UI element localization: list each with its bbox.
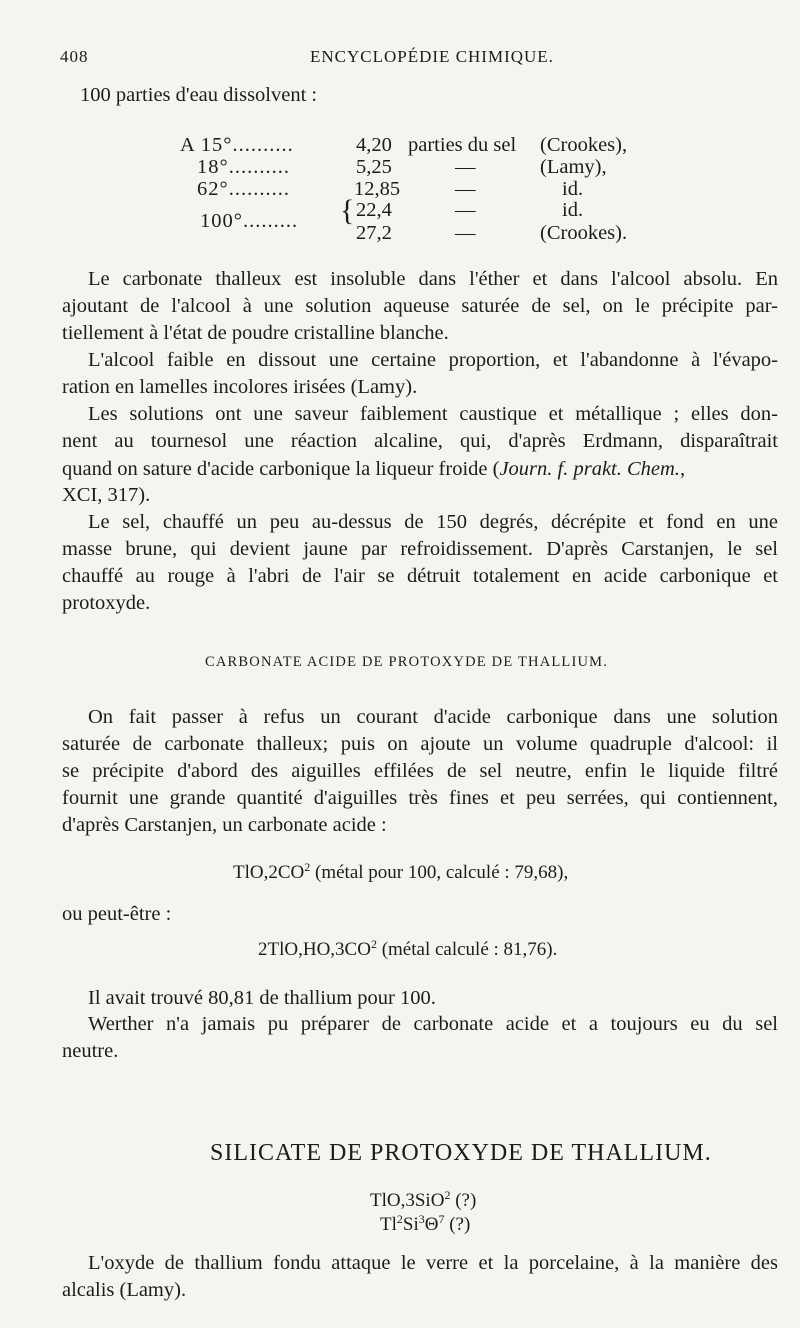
source-cell: id. — [562, 199, 584, 221]
text-fragment: quand on sature d'acide carbonique la liqueur froide ( — [62, 458, 500, 480]
text-line: fournit une grande quantité d'aiguilles très fines et peu serrées, qui contiennent, — [62, 787, 778, 809]
text-line: nent au tournesol une réaction alcaline, qui, d'après Erdmann, disparaîtrait — [62, 430, 778, 452]
unit-cell: — — [455, 178, 476, 200]
text-line: alcalis (Lamy). — [62, 1279, 187, 1301]
source-cell: id. — [562, 178, 584, 200]
text-line: d'après Carstanjen, un carbonate acide : — [62, 814, 387, 836]
formula-part: 2TlO,HO,3CO — [258, 939, 371, 960]
superscript: 3 — [418, 1212, 425, 1226]
temperature-cell: A 15°.......... — [180, 134, 294, 156]
text-line — [62, 457, 685, 482]
text-line: neutre. — [62, 1040, 119, 1062]
superscript: 2 — [304, 860, 311, 874]
formula-part: Si — [402, 1214, 419, 1235]
superscript: 2 — [396, 1212, 403, 1226]
value-cell: 12,85 — [354, 178, 401, 200]
text-line: L'alcool faible en dissout une certaine proportion, et l'abandonne à l'évapo- — [88, 349, 778, 371]
formula-part: (?) — [450, 1190, 477, 1211]
text-line: Le sel, chauffé un peu au-dessus de 150 degrés, décrépite et fond en une — [88, 511, 778, 533]
text-line: Les solutions ont une saveur faiblement caustique et métallique ; elles don- — [88, 403, 778, 425]
journal-citation: Journ. f. prakt. Chem. — [499, 458, 680, 480]
temperature-cell: 62°.......... — [197, 178, 290, 200]
text-line: masse brune, qui devient jaune par refroidissement. D'après Carstanjen, le sel — [62, 538, 778, 560]
value-cell: 27,2 — [356, 222, 392, 244]
text-line: Le carbonate thalleux est insoluble dans l'éther et dans l'alcool absolu. En — [88, 268, 778, 290]
text-line: XCI, 317). — [62, 484, 151, 506]
page-number: 408 — [60, 47, 89, 66]
temperature-cell: 18°.......... — [197, 156, 290, 178]
left-brace-glyph: { — [340, 194, 355, 227]
text-fragment: , — [679, 458, 686, 480]
text-line: Il avait trouvé 80,81 de thallium pour 100. — [88, 987, 436, 1009]
text-line: On fait passer à refus un courant d'acide carbonique dans une solution — [88, 706, 778, 728]
text-line: se précipite d'abord des aiguilles effilées de sel neutre, enfin le liquide filtré — [62, 760, 778, 782]
chemical-formula — [233, 860, 568, 885]
value-cell: 4,20 — [356, 134, 392, 156]
value-cell: 5,25 — [356, 156, 392, 178]
text-line: tiellement à l'état de poudre cristalline blanche. — [62, 322, 449, 344]
source-cell: (Lamy), — [540, 156, 607, 178]
section-heading: SILICATE DE PROTOXYDE DE THALLIUM. — [210, 1140, 712, 1166]
text-line: protoxyde. — [62, 592, 151, 614]
formula-part: Tl — [380, 1214, 397, 1235]
source-cell: (Crookes). — [540, 222, 628, 244]
value-cell: 22,4 — [356, 199, 392, 221]
section-heading: CARBONATE ACIDE DE PROTOXYDE DE THALLIUM. — [205, 654, 609, 670]
unit-cell: — — [455, 199, 476, 221]
running-title: ENCYCLOPÉDIE CHIMIQUE. — [310, 47, 554, 66]
text-line: chauffé au rouge à l'abri de l'air se détruit totalement en acide carbonique et — [62, 565, 778, 587]
formula-part: TlO,3SiO — [370, 1190, 445, 1211]
unit-cell: — — [455, 156, 476, 178]
chemical-formula — [370, 1188, 476, 1213]
text-line: saturée de carbonate thalleux; puis on ajoute un volume quadruple d'alcool: il — [62, 733, 778, 755]
chemical-formula — [380, 1212, 470, 1237]
source-cell: (Crookes), — [540, 134, 628, 156]
chemical-formula — [258, 937, 557, 962]
formula-part: (?) — [444, 1214, 471, 1235]
superscript: 2 — [370, 937, 377, 951]
formula-part: TlO,2CO — [233, 862, 305, 883]
text-line: Werther n'a jamais pu préparer de carbonate acide et a toujours eu du sel — [88, 1013, 778, 1035]
intro-line: 100 parties d'eau dissolvent : — [80, 84, 318, 106]
unit-cell: parties du sel — [408, 134, 517, 156]
formula-part: Θ — [424, 1214, 439, 1235]
formula-part: (métal pour 100, calculé : 79,68), — [310, 862, 569, 883]
text-line: ajoutant de l'alcool à une solution aqueuse saturée de sel, on le précipite par- — [62, 295, 778, 317]
superscript: 7 — [438, 1212, 445, 1226]
temperature-cell: 100°......... — [200, 210, 299, 232]
superscript: 2 — [444, 1188, 451, 1202]
text-line: ou peut-être : — [62, 903, 172, 925]
text-line: ration en lamelles incolores irisées (Lamy). — [62, 376, 418, 398]
formula-part: (métal calculé : 81,76). — [376, 939, 558, 960]
unit-cell: — — [455, 222, 476, 244]
text-line: L'oxyde de thallium fondu attaque le verre et la porcelaine, à la manière des — [88, 1252, 778, 1274]
